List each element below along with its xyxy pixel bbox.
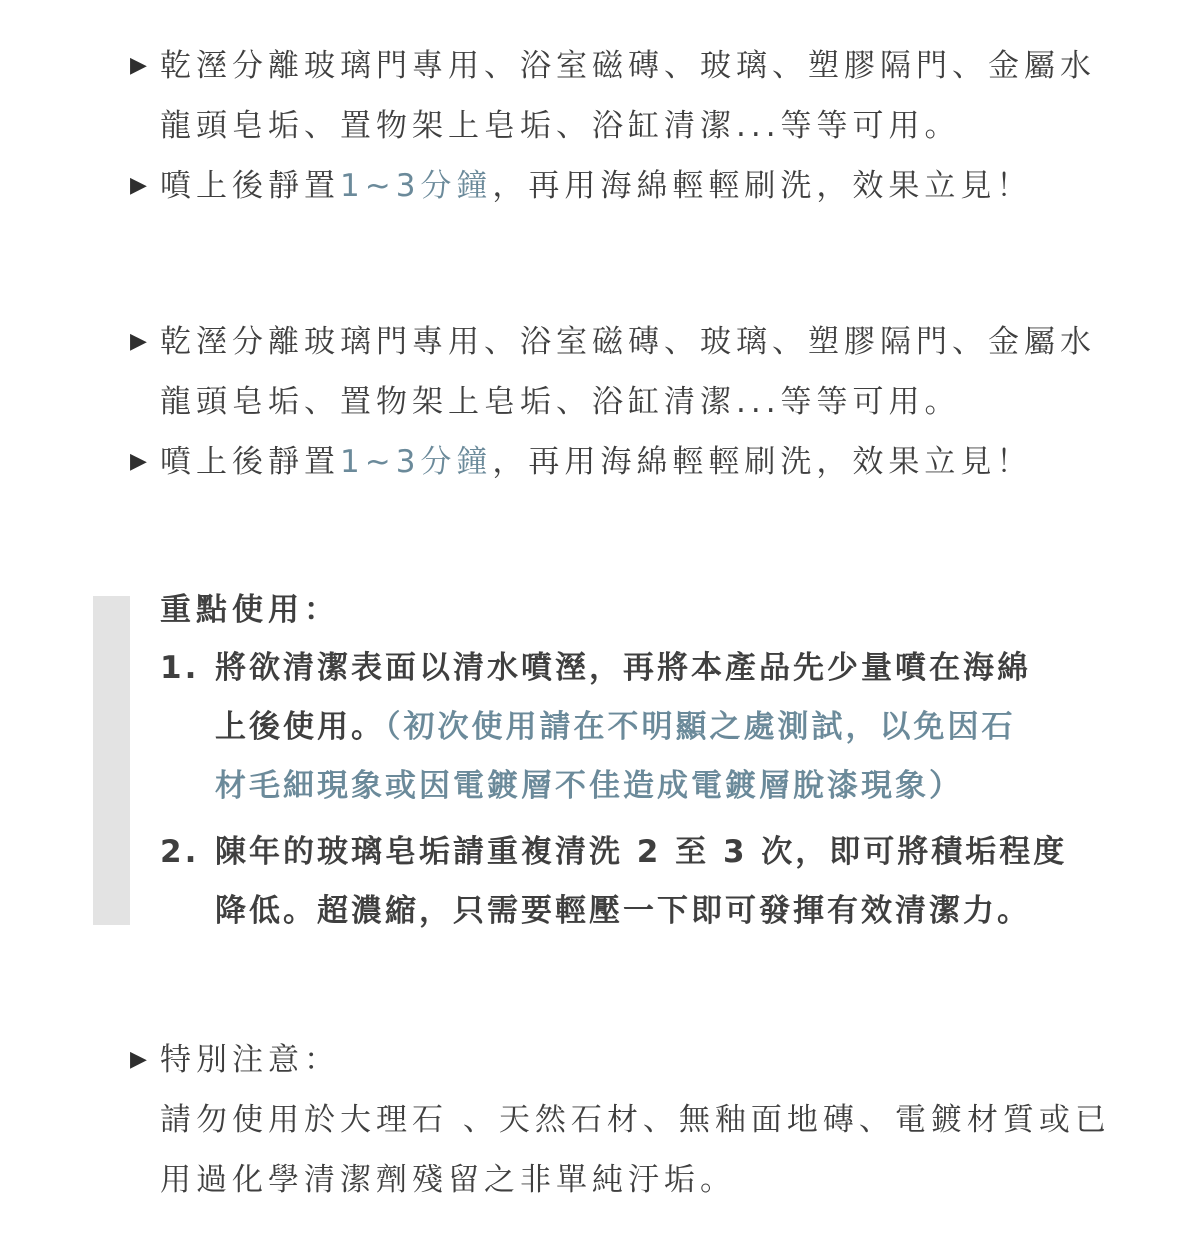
notice-line1: 請勿使用於大理石 、天然石材、無釉面地磚、電鍍材質或已: [160, 1102, 1111, 1138]
item-2-line2: 降低。超濃縮，只需要輕壓一下即可發揮有效清潔力。: [215, 893, 1031, 929]
item-1-line1: 將欲清潔表面以清水噴溼，再將本產品先少量噴在海綿: [215, 650, 1031, 686]
item-2-line1: 陳年的玻璃皂垢請重複清洗 2 至 3 次，即可將積垢程度: [215, 834, 1068, 870]
triangle-right-icon: ▶: [130, 1047, 147, 1072]
block2-line2: 龍頭皂垢、置物架上皂垢、浴缸清潔...等等可用。: [160, 384, 961, 420]
block2-line3: [160, 442, 1032, 482]
block1-line1: 乾溼分離玻璃門專用、浴室磁磚、玻璃、塑膠隔門、金屬水: [160, 48, 1096, 84]
block1-line3: [160, 166, 1032, 206]
notice-line2: 用過化學清潔劑殘留之非單純汙垢。: [160, 1162, 736, 1198]
item-2-number: 2.: [160, 834, 200, 870]
triangle-right-icon: ▶: [130, 449, 147, 474]
block1-line3-pre: 噴上後靜置: [160, 168, 340, 204]
item-1-line3: 材毛細現象或因電鍍層不佳造成電鍍層脫漆現象）: [215, 768, 963, 804]
section-side-bar: [93, 596, 130, 925]
block1-line3-post: ，再用海綿輕輕刷洗，效果立見！: [492, 168, 1033, 204]
block1-line2: 龍頭皂垢、置物架上皂垢、浴缸清潔...等等可用。: [160, 108, 961, 144]
triangle-right-icon: ▶: [130, 53, 147, 78]
block2-line3-highlight: 1~3分鐘: [340, 444, 493, 480]
triangle-right-icon: ▶: [130, 329, 147, 354]
block1-line3-highlight: 1~3分鐘: [340, 168, 493, 204]
block2-line3-post: ，再用海綿輕輕刷洗，效果立見！: [492, 444, 1033, 480]
block2-line1: 乾溼分離玻璃門專用、浴室磁磚、玻璃、塑膠隔門、金屬水: [160, 324, 1096, 360]
item-1-number: 1.: [160, 650, 200, 686]
block2-line3-pre: 噴上後靜置: [160, 444, 340, 480]
triangle-right-icon: ▶: [130, 173, 147, 198]
item-1-line2-highlight: （初次使用請在不明顯之處測試，以免因石: [385, 709, 1016, 745]
item-1-line2-pre: 上後使用。: [215, 709, 385, 745]
key-points-title: 重點使用：: [160, 592, 340, 628]
item-1-line2: [215, 707, 1016, 747]
notice-title: 特別注意：: [160, 1042, 340, 1078]
